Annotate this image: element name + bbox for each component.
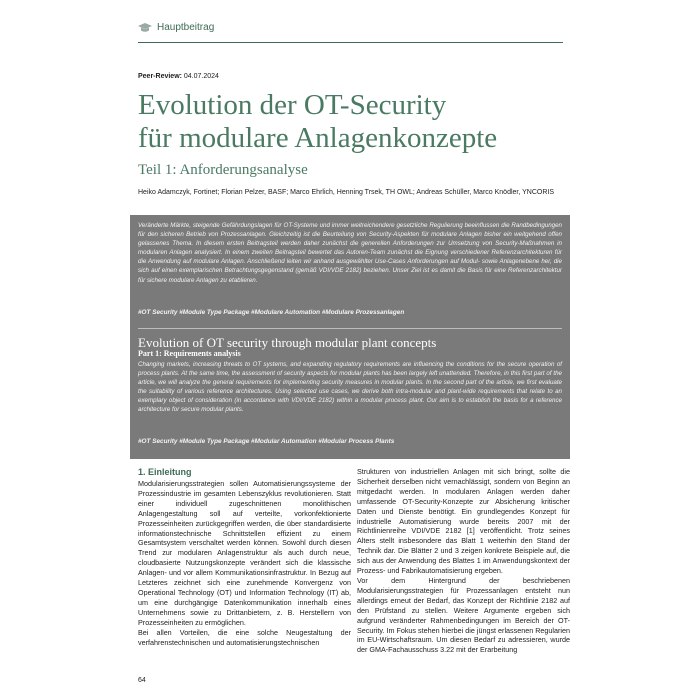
author-list: Heiko Adamczyk, Fortinet; Florian Pelzer, BASF; Marco Ehrlich, Henning Trsek, TH OWL; Andreas Schüller, Marco Knödler, YNCORIS [138, 189, 555, 196]
body-column-right [357, 467, 570, 655]
english-title: Evolution of OT security through modular plant concepts [138, 335, 437, 350]
section-heading: 1. Einleitung [138, 467, 192, 477]
page-number: 64 [138, 677, 146, 684]
body-paragraph: Vor dem Hintergrund der beschriebenen Modularisierungsstrategien für Prozessanlagen entsteht nun allerdings erneut der Bedarf, das Konzept der Richtlinie 2182 auf den Prüfstand zu stellen. Weitere Argumente ergeben sich aufgrund veränderter Rahmenbedingungen im Bereich der OT-Security. Im Fokus stehen hierbei die jüngst erlassenen Regularien im EU-Wirtschaftsraum. Um diesen Bedarf zu adressieren, wurde der GMA-Fachausschuss 3.22 mit der Erarbeitung [357, 575, 570, 655]
section-label: Hauptbeitrag [157, 22, 215, 33]
keywords-english: #OT Security #Module Type Package #Modular Automation #Modular Process Plants [138, 438, 395, 445]
body-paragraph: Strukturen von industriellen Anlagen mit sich bringt, sollte die Sicherheit derselben nicht vernachlässigt, sondern von Beginn an mitgedacht werden. In modularen Anlagen werden daher umfassende OT-Security-Konzepte zur Absicherung kritischer Daten und Dienste benötigt. Ein grundlegendes Konzept für industrielle Automatisierung wurde bereits 2007 mit der Richtlinienreihe VDI/VDE 2182 [1] veröffentlicht. Trotz seines Alters stellt insbesondere das Blatt 1 weiterhin den Stand der Technik dar. Die Blätter 2 und 3 zeigen konkrete Beispiele auf, die sich aus der Anwendung des Blattes 1 im Anwendungskontext der Prozess- und Fabrikautomatisierung ergeben. [357, 467, 570, 576]
abstract-box [130, 215, 570, 459]
english-subtitle: Part 1: Requirements analysis [138, 349, 241, 358]
review-label: Peer-Review: [138, 73, 182, 80]
body-column-left [138, 467, 351, 647]
title-line-1: Evolution der OT-Security [138, 89, 447, 121]
review-meta [138, 73, 219, 80]
article-title [138, 89, 568, 155]
abstract-german: Veränderte Märkte, steigende Gefährdungslagen für OT-Systeme und immer weitreichendere gesetzliche Regulierung beeinflussen die Randbedingungen für den sicheren Betrieb von Prozessanlagen. Gleichzeitig ist die Beurteilung von Security-Aspekten für modulare Anlagen bisher ein weitgehend offen gelassenes Thema. In diesem ersten Beitragsteil werden daher zunächst die generellen Anforderungen zur Umsetzung von Security-Maßnahmen in modularen Anlagen analysiert. In einem zweiten Beitragsteil bewertet das Autoren-Team zunächst die Eignung verschiedener Referenzarchitekturen für die Anwendung auf modulare Anlagen. Anschließend leiten wir anhand ausgewählter Use-Cases Anforderungen auf Modul- sowie Anlagenebene her, die sich auf einen exemplarischen Betrachtungsgegenstand (gemäß VDI/VDE 2182) beziehen. Unser Ziel ist es damit die Basis für eine Referenzarchitektur für sichere modulare Anlagen zu etablieren. [138, 222, 562, 284]
review-date: 04.07.2024 [181, 73, 219, 80]
body-paragraph: Bei allen Vorteilen, die eine solche Neugestaltung der verfahrenstechnischen und automatisierungstechnischen [138, 627, 351, 647]
section-header [138, 20, 563, 43]
keywords-german: #OT Security #Module Type Package #Modulare Automation #Modulare Prozessanlagen [138, 309, 405, 316]
graduation-cap-icon [138, 23, 152, 33]
article-subtitle: Teil 1: Anforderungsanalyse [138, 162, 308, 178]
abstract-divider [138, 328, 562, 329]
abstract-english: Changing markets, increasing threats to OT systems, and expanding regulatory requirements are influencing the conditions for the secure operation of process plants. At the same time, the assessment of security aspects for modular plants has been largely left unattended. Therefore, in this first part of the article, we will analyze the general requirements for implementing security measures in modular plants. In the second part of the article, we first evaluate the suitability of various reference architectures. Using selected use cases, we derive both intra-modular and plant-wide requirements that relate to an exemplary object of consideration (in accordance with VDI/VDE 2182) within a modular process plant. Our aim is to establish the basis for a reference architecture for secure modular plants. [138, 361, 562, 414]
body-paragraph: Modularisierungsstrategien sollen Automatisierungssysteme der Prozessindustrie im gesamten Lebenszyklus revolutionieren. Statt einer individuell zugeschnittenen monolithischen Anlagengestaltung soll auf verteilte, vorkonfektionierte Prozesseinheiten zurückgegriffen werden, die über standardisierte informationstechnische Schnittstellen effizient zu einem Gesamtsystem verschaltet werden können. Sowohl durch diesen Trend zur modularen Anlagenstruktur als auch durch neue, cloudbasierte Nutzungskonzepte verändert sich die klassische Anlagen- und vor allem Kommunikationsinfrastruktur. In Bezug auf Letzteres zeichnet sich eine zunehmende Konvergenz von Operational Technology (OT) und Information Technology (IT) ab, um eine durchgängige Datenkommunikation innerhalb eines Unternehmens sowie zu Drittanbietern, z. B. Herstellern von Prozesseinheiten zu ermöglichen. [138, 479, 351, 627]
title-line-2: für modulare Anlagenkonzepte [138, 122, 498, 154]
